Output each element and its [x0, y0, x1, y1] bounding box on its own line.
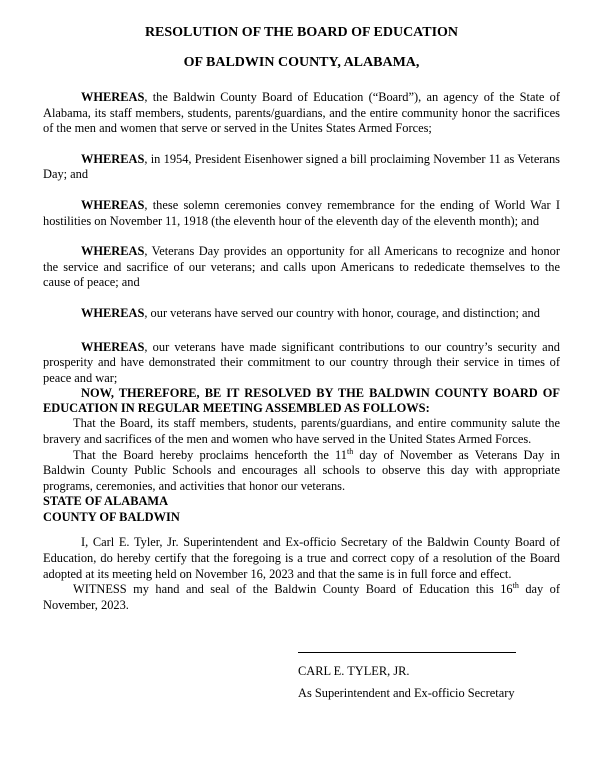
- ordinal-suffix: th: [512, 581, 519, 591]
- witness-paragraph: [43, 582, 560, 613]
- proclamation-paragraph: [43, 448, 560, 495]
- whereas-text-4: , Veterans Day provides an opportunity for all Americans to recognize and honor the service and sacrifice of our veterans; and calls upon Americans to rededicate themselves to the cause of peace; and: [43, 244, 560, 290]
- resolution-document: [43, 24, 560, 613]
- signature-line: [298, 652, 516, 653]
- whereas-paragraph-4: [43, 244, 560, 291]
- document-title-line-2: OF BALDWIN COUNTY, ALABAMA,: [183, 55, 420, 70]
- whereas-text-1: , the Baldwin County Board of Education (“Board”), an agency of the State of Alabama, its staff members, students, parents/guardians, and the entire community honor the sacrifices of the men and women that serve or served in the Unites States Armed Forces;: [43, 90, 560, 136]
- ordinal-suffix: th: [346, 446, 354, 456]
- proclamation-text-start: That the Board hereby proclaims henceforth the 11: [73, 447, 347, 462]
- whereas-text-2: , in 1954, President Eisenhower signed a bill proclaiming November 11 as Veterans Day; and: [43, 151, 560, 182]
- witness-text-end: day of November, 2023.: [43, 582, 560, 612]
- whereas-text-5: , our veterans have served our country with honor, courage, and distinction; and: [144, 305, 540, 320]
- state-heading: STATE OF ALABAMA: [43, 494, 169, 509]
- whereas-paragraph-2: [43, 152, 560, 183]
- whereas-paragraph-1: [43, 90, 560, 137]
- whereas-text-6: , our veterans have made significant contributions to our country’s security and prosperity and have demonstrated their commitment to our country through their service in times of peace and war;: [43, 339, 560, 385]
- whereas-text-3: , these solemn ceremonies convey remembrance for the ending of World War I hostilities on November 11, 1918 (the eleventh hour of the eleventh day of the eleventh month); and: [43, 197, 560, 228]
- certification-paragraph: I, Carl E. Tyler, Jr. Superintendent and Ex-officio Secretary of the Baldwin County Board of Education, do hereby certify that the foregoing is a true and correct copy of a resolution of the Board adopted at its meeting held on November 16, 2023 and that the same is in full force and effect.: [43, 535, 560, 581]
- whereas-keyword: WHEREAS: [81, 90, 145, 104]
- whereas-keyword: WHEREAS: [81, 305, 145, 320]
- county-heading: COUNTY OF BALDWIN: [43, 509, 180, 524]
- proclamation-text-end: day of November as Veterans Day in Baldwin County Public Schools and encourages all schools to observe this day with appropriate programs, ceremonies, and activities that honor our veterans.: [43, 447, 560, 493]
- whereas-keyword: WHEREAS: [81, 339, 145, 354]
- resolved-clause: NOW, THEREFORE, BE IT RESOLVED BY THE BALDWIN COUNTY BOARD OF EDUCATION IN REGULAR MEETING ASSEMBLED AS FOLLOWS:: [43, 386, 560, 416]
- whereas-paragraph-6: [43, 340, 560, 387]
- whereas-paragraph-3: [43, 198, 560, 229]
- salute-paragraph: That the Board, its staff members, students, parents/guardians, and entire community salute the bravery and sacrifices of the men and women who have served in the United States Armed Forces.: [43, 416, 560, 446]
- whereas-keyword: WHEREAS: [81, 244, 145, 259]
- whereas-paragraph-5: [43, 306, 560, 322]
- document-title-line-1: RESOLUTION OF THE BOARD OF EDUCATION: [144, 25, 459, 40]
- signatory-name: CARL E. TYLER, JR.: [298, 664, 410, 678]
- signatory-title: As Superintendent and Ex-officio Secretary: [298, 686, 515, 700]
- whereas-keyword: WHEREAS: [81, 197, 145, 212]
- witness-text-start: WITNESS my hand and seal of the Baldwin County Board of Education this 16: [73, 582, 513, 597]
- whereas-keyword: WHEREAS: [81, 151, 145, 166]
